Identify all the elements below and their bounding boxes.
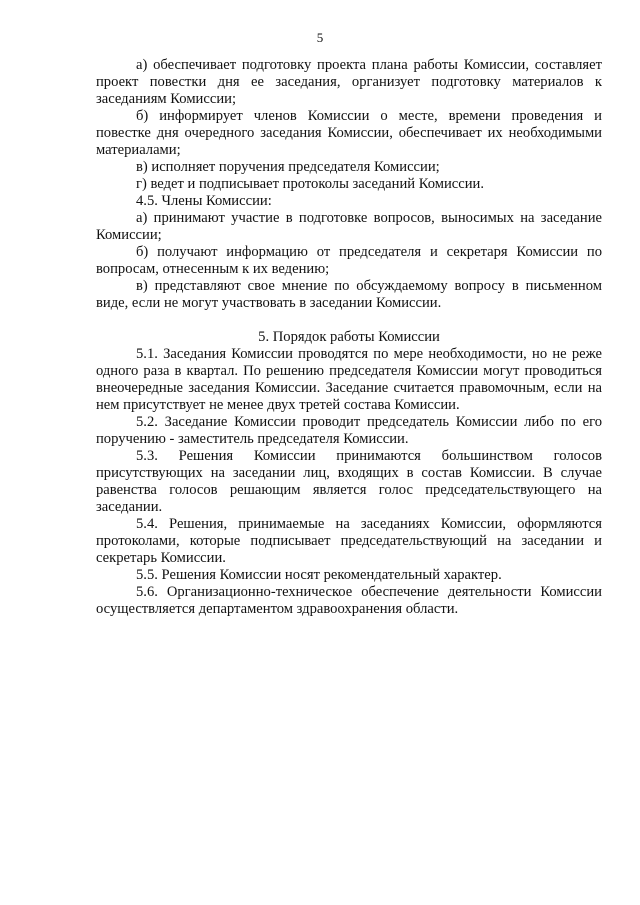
paragraph-5-6: 5.6. Организационно-техническое обеспечение деятельности Комиссии осуществляется департаментом здравоохранения области.	[96, 584, 602, 617]
paragraph-secretary-a: а) обеспечивает подготовку проекта плана работы Комиссии, составляет проект повестки дня ее заседания, организует подготовку материалов к заседаниям Комиссии;	[96, 57, 602, 107]
paragraph-secretary-c: в) исполняет поручения председателя Комиссии;	[136, 159, 440, 175]
paragraph-5-4: 5.4. Решения, принимаемые на заседаниях Комиссии, оформляются протоколами, которые подписывает председательствующий на заседании и секретарь Комиссии.	[96, 516, 602, 566]
page-number: 5	[316, 30, 324, 45]
paragraph-members-a: а) принимают участие в подготовке вопросов, выносимых на заседание Комиссии;	[96, 210, 602, 243]
paragraph-members-heading: 4.5. Члены Комиссии:	[136, 193, 272, 209]
paragraph-secretary-d: г) ведет и подписывает протоколы заседаний Комиссии.	[136, 176, 485, 192]
paragraph-5-5: 5.5. Решения Комиссии носят рекомендательный характер.	[136, 567, 502, 583]
paragraph-members-c: в) представляют свое мнение по обсуждаемому вопросу в письменном виде, если не могут участвовать в заседании Комиссии.	[96, 278, 602, 311]
document-body	[96, 57, 602, 618]
paragraph-5-1: 5.1. Заседания Комиссии проводятся по мере необходимости, но не реже одного раза в квартал. По решению председателя Комиссии могут проводиться внеочередные заседания Комиссии. Заседание считается правомочным, если на нем присутствует не менее двух третей состава Комиссии.	[96, 346, 602, 413]
paragraph-secretary-b: б) информирует членов Комиссии о месте, времени проведения и повестке дня очередного заседания Комиссии, обеспечивает их необходимыми материалами;	[96, 108, 602, 158]
paragraph-5-2: 5.2. Заседание Комиссии проводит председатель Комиссии либо по его поручению - заместитель председателя Комиссии.	[96, 414, 602, 447]
section-heading: 5. Порядок работы Комиссии	[258, 329, 440, 345]
paragraph-5-3: 5.3. Решения Комиссии принимаются большинством голосов присутствующих на заседании лиц, входящих в состав Комиссии. В случае равенства голосов решающим является голос председательствующего на заседании.	[96, 448, 602, 515]
paragraph-members-b: б) получают информацию от председателя и секретаря Комиссии по вопросам, отнесенным к их ведению;	[96, 244, 602, 277]
